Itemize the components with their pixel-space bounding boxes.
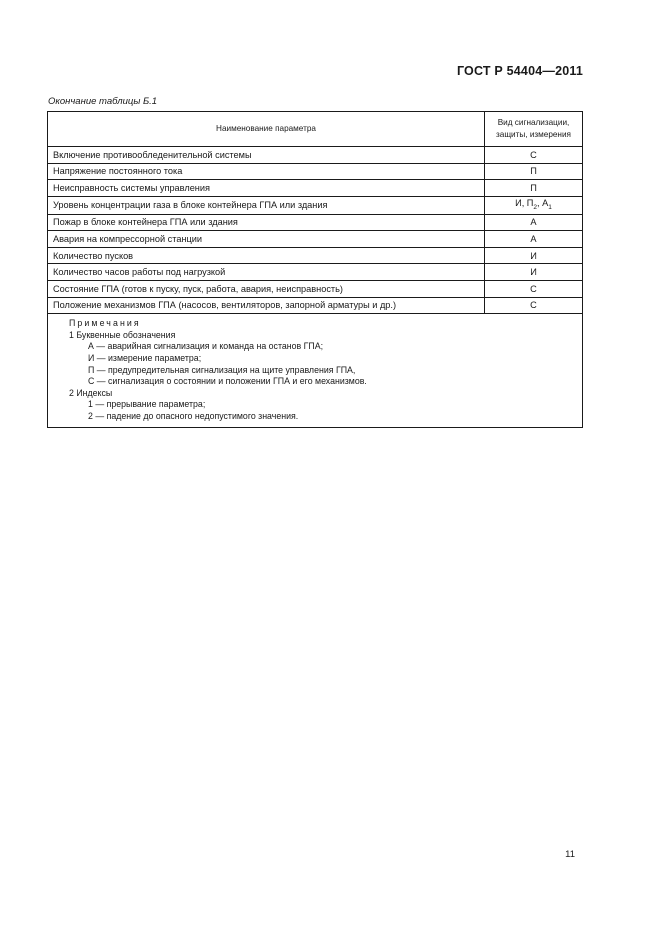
notes-cell: [48, 314, 583, 427]
note-item-title: 2 Индексы: [69, 387, 113, 398]
table-row: [48, 163, 583, 180]
parameter-name-cell: Количество пусков: [48, 247, 485, 264]
note-line: С — сигнализация о состоянии и положении ГПА и его механизмов.: [88, 376, 367, 387]
parameter-name-cell: Положение механизмов ГПА (насосов, вентиляторов, запорной арматуры и др.): [48, 297, 485, 314]
parameter-name-cell: Количество часов работы под нагрузкой: [48, 264, 485, 281]
signal-type-cell: [485, 196, 583, 214]
table-row: [48, 214, 583, 231]
signal-type-cell: С: [485, 147, 583, 164]
table-row: [48, 280, 583, 297]
document-code: ГОСТ Р 54404—2011: [456, 64, 583, 78]
table-caption: Окончание таблицы Б.1: [48, 96, 158, 107]
header-signal-type: Вид сигнализации, защиты, измерения: [485, 112, 583, 147]
signal-type-cell: А: [485, 214, 583, 231]
signal-type-cell: П: [485, 180, 583, 197]
table-row: [48, 147, 583, 164]
parameters-table: [47, 111, 583, 428]
signal-type-cell: А: [485, 231, 583, 248]
parameter-name-cell: Напряжение постоянного тока: [48, 163, 485, 180]
note-line: П — предупредительная сигнализация на щите управления ГПА,: [88, 364, 356, 375]
parameter-name-cell: Пожар в блоке контейнера ГПА или здания: [48, 214, 485, 231]
note-item-title: 1 Буквенные обозначения: [69, 329, 176, 340]
signal-type-cell: П: [485, 163, 583, 180]
parameter-name-cell: Включение противообледенительной системы: [48, 147, 485, 164]
signal-type-part: , А: [537, 197, 549, 208]
signal-type-part: И, П: [515, 197, 534, 208]
table-row: [48, 180, 583, 197]
signal-type-cell: И: [485, 264, 583, 281]
table-header-row: [48, 112, 583, 147]
table-row: [48, 297, 583, 314]
signal-type-index: 1: [548, 203, 552, 211]
table-row: [48, 247, 583, 264]
signal-type-cell: И: [485, 247, 583, 264]
notes-block: [48, 318, 582, 422]
header-parameter-name: Наименование параметра: [48, 112, 485, 147]
note-line: 1 — прерывание параметра;: [88, 399, 206, 410]
table-row: [48, 231, 583, 248]
signal-type-cell: С: [485, 297, 583, 314]
note-line: А — аварийная сигнализация и команда на останов ГПА;: [88, 341, 324, 352]
page-number: 11: [565, 849, 575, 860]
note-line: И — измерение параметра;: [88, 352, 202, 363]
table-row: [48, 264, 583, 281]
note-line: 2 — падение до опасного недопустимого значения.: [88, 410, 299, 421]
signal-type-index: 2: [533, 203, 538, 211]
signal-type-cell: С: [485, 280, 583, 297]
parameter-name-cell: Состояние ГПА (готов к пуску, пуск, работа, авария, неисправность): [48, 280, 485, 297]
parameter-name-cell: Уровень концентрации газа в блоке контейнера ГПА или здания: [48, 196, 485, 214]
table-row: [48, 196, 583, 214]
notes-title: Примечания: [69, 318, 141, 329]
notes-row: [48, 314, 583, 427]
parameter-name-cell: Неисправность системы управления: [48, 180, 485, 197]
parameter-name-cell: Авария на компрессорной станции: [48, 231, 485, 248]
